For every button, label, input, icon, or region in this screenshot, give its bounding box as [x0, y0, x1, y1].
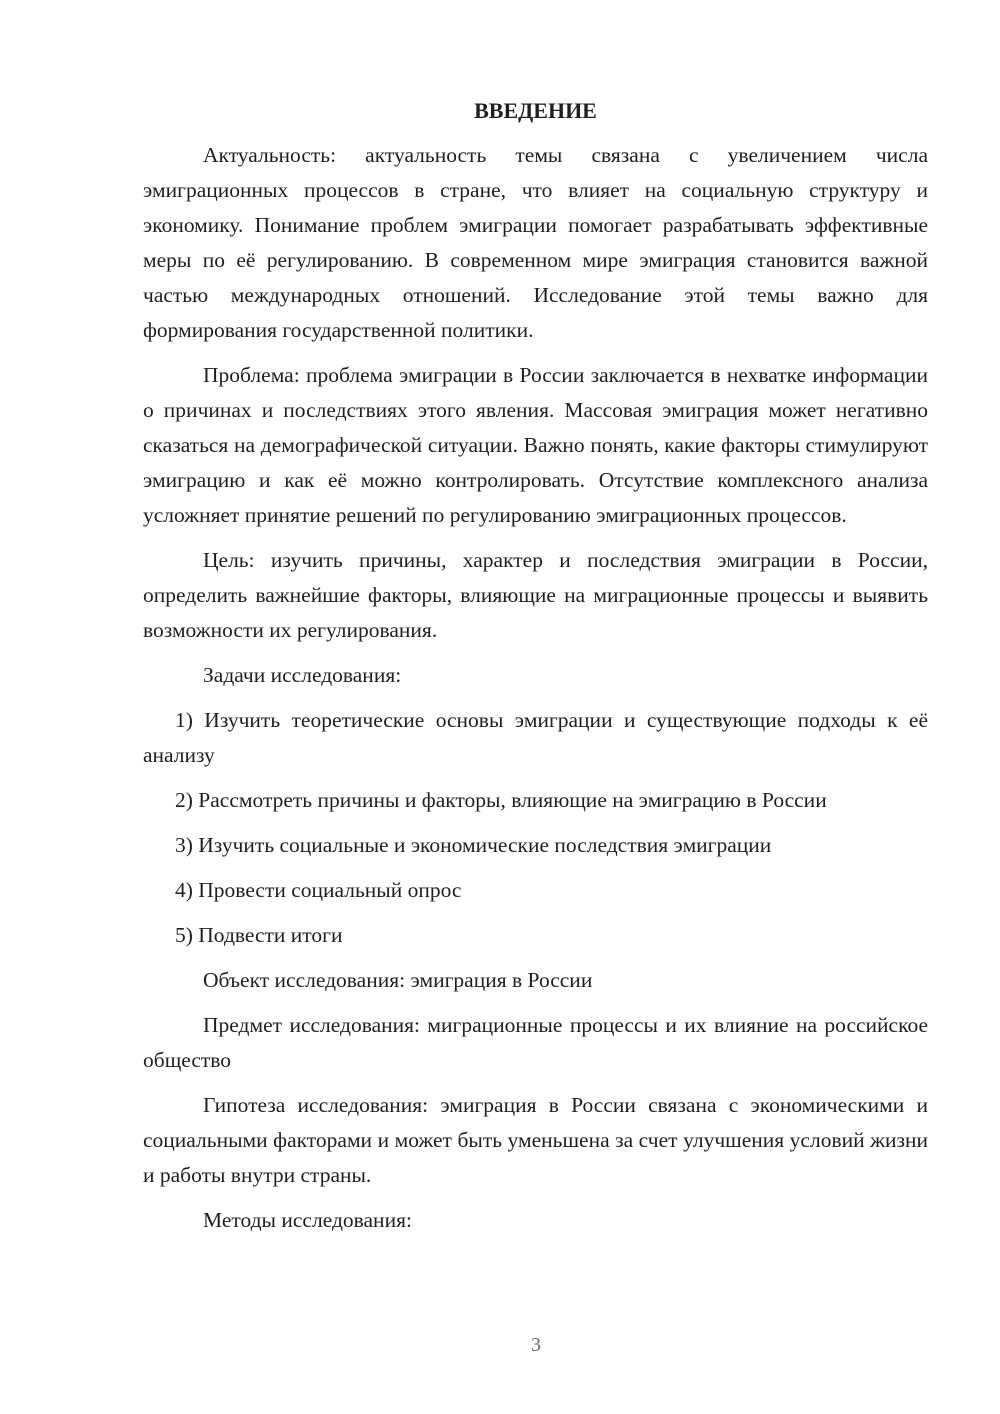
task-item-2: 2) Рассмотреть причины и факторы, влияющие на эмиграцию в России: [175, 788, 827, 812]
task-item-5: 5) Подвести итоги: [175, 923, 343, 947]
task-item-3: 3) Изучить социальные и экономические последствия эмиграции: [175, 833, 772, 857]
paragraph-problem: Проблема: проблема эмиграции в России заключается в нехватке информации о причинах и последствиях этого явления. Массовая эмиграция может негативно сказаться на демографической ситуации. Важно понять, какие факторы стимулируют эмиграцию и как её можно контролировать. Отсутствие комплексного анализа усложняет принятие решений по регулированию эмиграционных процессов.: [143, 363, 928, 527]
paragraph-goal: Цель: изучить причины, характер и последствия эмиграции в России, определить важнейшие факторы, влияющие на миграционные процессы и выявить возможности их регулирования.: [143, 548, 928, 642]
page-number: 3: [531, 1334, 541, 1356]
paragraph-subject: Предмет исследования: миграционные процессы и их влияние на российское общество: [143, 1013, 928, 1072]
section-heading: ВВЕДЕНИЕ: [474, 98, 597, 123]
paragraph-relevance: Актуальность: актуальность темы связана с увеличением числа эмиграционных процессов в стране, что влияет на социальную структуру и экономику. Понимание проблем эмиграции помогает разрабатывать эффективные меры по её регулированию. В современном мире эмиграция становится важной частью международных отношений. Исследование этой темы важно для формирования государственной политики.: [143, 143, 928, 342]
paragraph-methods: Методы исследования:: [203, 1208, 412, 1232]
document-page: [143, 96, 928, 1248]
task-item-4: 4) Провести социальный опрос: [175, 878, 462, 902]
paragraph-object: Объект исследования: эмиграция в России: [203, 968, 593, 992]
paragraph-tasks-title: Задачи исследования:: [203, 663, 402, 687]
task-item-1: 1) Изучить теоретические основы эмиграции и существующие подходы к её анализу: [143, 708, 928, 767]
paragraph-hypothesis: Гипотеза исследования: эмиграция в России связана с экономическими и социальными факторами и может быть уменьшена за счет улучшения условий жизни и работы внутри страны.: [143, 1093, 928, 1187]
